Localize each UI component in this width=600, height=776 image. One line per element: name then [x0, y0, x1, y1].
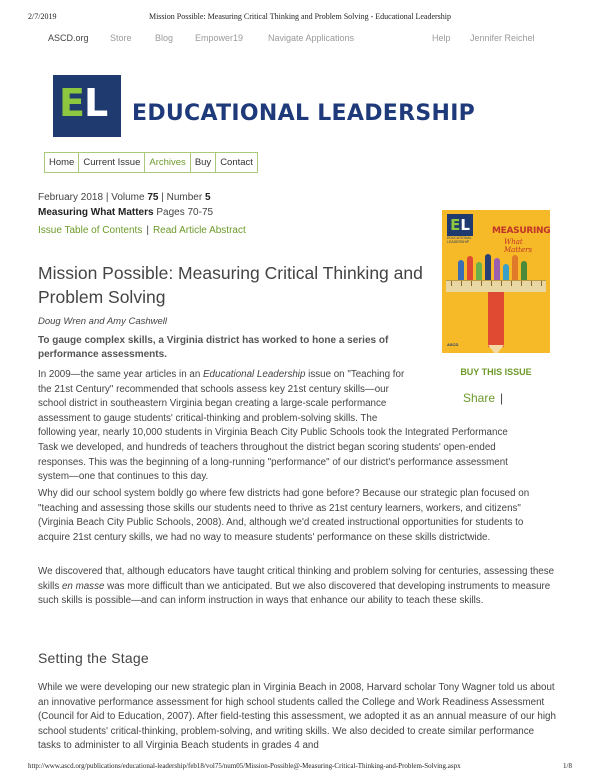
article-lede: To gauge complex skills, a Virginia district has worked to hone a series of performance assessments. [38, 335, 389, 360]
issue-number: 5 [204, 192, 211, 203]
topnav-blog-link[interactable]: Blog [155, 33, 174, 43]
ascd-home-link[interactable]: ASCD.org [48, 33, 89, 43]
cover-headline-2: What Matters [504, 238, 533, 254]
tab-home[interactable]: Home [44, 152, 78, 173]
topnav-user-link[interactable]: Jennifer Reichel [470, 33, 535, 43]
print-url: http://www.ascd.org/publications/educational-leadership/feb18/vol75/num05/Mission-Possible@-Measuring-Critical-Thinking-and-Problem-Solving.aspx [28, 762, 461, 770]
article-paragraph-3: We discovered that, although educators have taught critical thinking and problem solving for centuries, assessing these skills en masse was more difficult than we anticipated. But we also discovered that developing instruments to measure such skills is possible—and can inform instruction in ways that enhance our ability to teach these skills. [38, 566, 555, 607]
cover-subtitle: EDUCATIONAL LEADERSHIP [447, 236, 472, 244]
tab-current-issue[interactable]: Current Issue [78, 152, 144, 173]
tab-buy[interactable]: Buy [190, 152, 215, 173]
tab-contact[interactable]: Contact [215, 152, 258, 173]
topnav-store-link[interactable]: Store [110, 33, 132, 43]
cover-illustration-people [456, 252, 536, 282]
p1-line-4: assessment to gauge students' critical-thinking and problem-solving skills. The [38, 412, 378, 424]
article-authors: Doug Wren and Amy Cashwell [38, 316, 168, 327]
tab-archives[interactable]: Archives [144, 152, 189, 173]
print-footer [28, 762, 572, 772]
cover-headline: MEASURING [492, 226, 550, 236]
article-paragraph-1 [38, 368, 558, 485]
topnav-navigate-link[interactable]: Navigate Applications [268, 33, 355, 43]
cover-pencil [488, 292, 504, 347]
share-label[interactable]: Share [463, 391, 496, 405]
el-logo-letters: EL [59, 81, 108, 125]
share-separator: | [500, 391, 504, 405]
topnav-empower-link[interactable]: Empower19 [195, 33, 244, 43]
article-title: Mission Possible: Measuring Critical Thinking and Problem Solving [38, 263, 423, 307]
section-heading-setting-the-stage: Setting the Stage [38, 650, 149, 666]
abstract-link[interactable]: Read Article Abstract [152, 225, 246, 236]
topnav-help-link[interactable]: Help [432, 33, 451, 43]
volume-number: 75 [147, 192, 159, 203]
print-header [28, 12, 572, 24]
issue-date-line: February 2018 | Volume 75 | Number 5 [38, 192, 211, 203]
print-date: 2/7/2019 [28, 12, 57, 21]
issue-theme: Measuring What Matters [38, 207, 154, 218]
issue-theme-line [38, 205, 213, 220]
issue-links: Issue Table of Contents | Read Article Abstract [38, 225, 246, 236]
print-page-number: 1/8 [563, 762, 572, 770]
print-title: Mission Possible: Measuring Critical Thinking and Problem Solving - Educational Leadership [148, 12, 452, 21]
article-paragraph-4: While we were developing our new strategic plan in Virginia Beach in 2008, Harvard scholar Tony Wagner told us about an innovative performance assessment for high school students called the College and Work Readiness Assessment (Council for Aid to Education, 2007). After field-testing this assessment, we adopted it as an annual measure of our high school students' critical-thinking, problem-solving, and writing skills. We also decided to create similar performance tasks to administer to all Virginia Beach students in grades 4 and [38, 682, 556, 752]
buy-this-issue-link[interactable]: BUY THIS ISSUE [460, 367, 532, 377]
issue-month-year: February 2018 [38, 192, 104, 203]
cover-ruler [446, 280, 546, 292]
issue-cover-image[interactable] [442, 210, 550, 353]
volume-label: Volume [111, 192, 145, 203]
p1-line-3: school district in southeastern Virginia began creating a large-scale performance [38, 398, 387, 410]
p1-line-8: system—one that continues to this day. [38, 471, 209, 483]
p1-line-2: the 21st Century" recommended that schools assess key 21st century skills—our [38, 383, 389, 395]
p1-line-5: following year, nearly 10,000 students in Virginia Beach City Public Schools took the Integrated Performance [38, 427, 508, 439]
issue-meta [38, 190, 213, 220]
issue-pages: Pages 70-75 [156, 207, 214, 218]
cover-publisher: ASCD [447, 342, 459, 347]
el-logo[interactable] [53, 75, 121, 137]
article-paragraph-2: Why did our school system boldly go where few districts had gone before? Because our strategic plan focused on "teaching and assessing those skills our students need to thrive as 21st century learners, workers, and citizens" (Virginia Beach City Public Schools, 2008). And, although we'd created instructional opportunities for students to acquire 21st century skills, we had no way to measure students' performance on these skills districtwide. [38, 488, 530, 543]
main-nav [44, 152, 258, 172]
toc-link[interactable]: Issue Table of Contents [38, 225, 143, 236]
logo-wordmark[interactable]: EDUCATIONAL LEADERSHIP [132, 101, 476, 126]
p1-line-7: responses. This was the beginning of a long-running "performance" of our district's performance assessment [38, 456, 508, 468]
top-nav [48, 33, 560, 47]
number-label: Number [166, 192, 203, 203]
cover-el-logo: EL [447, 214, 473, 236]
p1-line-6: Task we developed, and hundreds of teachers throughout the district began scoring students' open-ended [38, 441, 496, 453]
p1-line-1: In 2009—the same year articles in an Educational Leadership issue on "Teaching for [38, 369, 405, 380]
